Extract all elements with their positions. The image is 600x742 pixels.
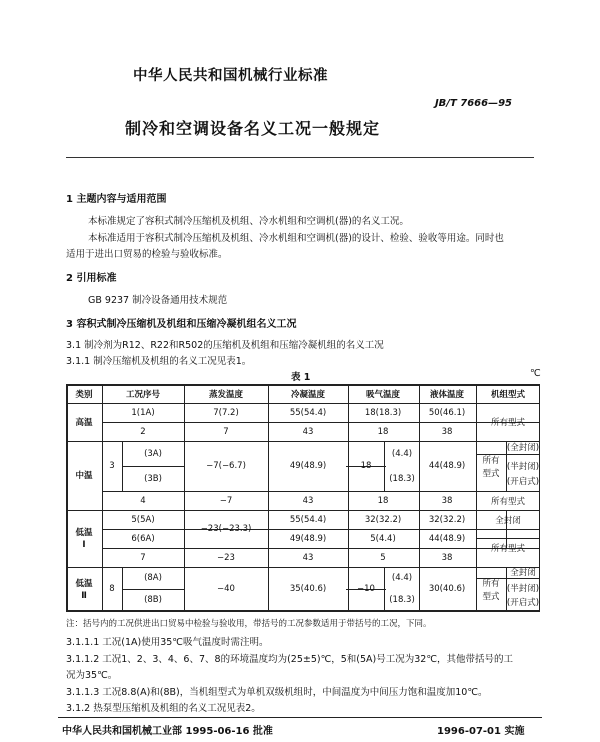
section-1-paragraph-2-cont: 适用于进出口贸易的检验与验收标准。 (66, 249, 228, 260)
approval-line: 中华人民共和国机械工业部 1995-06-16 批准 (62, 726, 273, 737)
cell: 所有型式 (490, 418, 526, 428)
clause-3-1-1-3: 3.1.1.3 工况8.8(A)和(8B)，当机组型式为单机双级机组时，中间温度为中间压力饱和温度加10℃。 (66, 687, 488, 698)
standard-code: JB/T 7666—95 (434, 98, 512, 109)
table-note: 注：括号内的工况供进出口贸易中检验与验收用，带括号的工况参数适用于带括号的工况，下同。 (66, 619, 432, 629)
cell: 44(48.9) (428, 534, 466, 544)
cell: 38 (441, 553, 453, 563)
section-1-paragraph-2: 本标准适用于容积式制冷压缩机及机组、冷水机组和空调机(器)的设计、检验、验收等用途。同时也 (88, 233, 504, 244)
header-condensing-temp: 冷凝温度 (290, 390, 326, 400)
cell: 30(40.6) (428, 584, 466, 594)
clause-3-1: 3.1 制冷剂为R12、R22和R502的压缩机及机组和压缩冷凝机组的名义工况 (66, 340, 384, 351)
cell: −23(−23.3) (200, 524, 252, 534)
nominal-conditions-table (66, 384, 540, 612)
clause-3-1-1-2: 3.1.1.2 工况1、2、3、4、6、7、8的环境温度均为(25±5)℃，5和(5A)号工况为32℃，其他带括号的工 (66, 654, 513, 665)
section-2-heading: 2 引用标准 (66, 273, 117, 284)
cell: (3A) (144, 449, 162, 459)
cell: 49(48.9) (289, 461, 327, 471)
cell: 32(32.2) (364, 515, 402, 525)
cell: (开启式) (506, 598, 540, 608)
category-low-1-numeral: Ⅰ (82, 540, 86, 550)
cell: 全封闭 (495, 516, 521, 526)
cell: (开启式) (506, 477, 540, 487)
cell: 55(54.4) (289, 408, 327, 418)
category-low-1: 低温 (75, 528, 93, 538)
cell: 5(4.4) (370, 534, 396, 544)
header-unit-type: 机组型式 (490, 390, 526, 400)
cell: 型式 (482, 469, 500, 479)
cell: 型式 (482, 592, 500, 602)
category-medium: 中温 (75, 471, 93, 481)
cell: 32(32.2) (428, 515, 466, 525)
header-category: 类别 (75, 390, 93, 400)
cell: (半封闭) (506, 462, 540, 472)
cell: 7 (223, 427, 229, 437)
implementation-date: 1996-07-01 实施 (437, 726, 525, 737)
cell: 7(7.2) (213, 408, 239, 418)
cell: (8A) (144, 573, 162, 583)
cell: 所有 (482, 456, 500, 466)
cell: 8 (109, 584, 115, 594)
cell: −40 (217, 584, 235, 594)
clause-3-1-1-2-cont: 况为35℃。 (66, 670, 118, 681)
category-low-2: 低温 (75, 579, 93, 589)
cell: 全封闭 (510, 568, 536, 578)
header-condition-no: 工况序号 (125, 390, 161, 400)
cell: 18 (360, 461, 372, 471)
standard-org-title: 中华人民共和国机械行业标准 (133, 68, 328, 84)
document-title: 制冷和空调设备名义工况一般规定 (125, 119, 381, 138)
cell: 38 (441, 496, 453, 506)
header-evaporating-temp: 蒸发温度 (208, 390, 244, 400)
cell: 35(40.6) (289, 584, 327, 594)
clause-3-1-1-1: 3.1.1.1 工况(1A)使用35℃吸气温度时需注明。 (66, 637, 269, 648)
cell: −7 (219, 496, 233, 506)
cell: 44(48.9) (428, 461, 466, 471)
footer-rule (58, 717, 542, 718)
cell: 6(6A) (131, 534, 155, 544)
cell: (4.4) (391, 573, 413, 583)
cell: 5 (380, 553, 386, 563)
table-caption: 表 1 (291, 372, 311, 383)
cell: 所有型式 (490, 544, 526, 554)
cell: (3B) (144, 474, 162, 484)
cell: (18.3) (389, 474, 415, 484)
category-low-2-numeral: Ⅱ (81, 591, 87, 601)
cell: 43 (302, 553, 314, 563)
cell: (4.4) (391, 449, 413, 459)
cell: −10 (357, 584, 375, 594)
cell: 43 (302, 427, 314, 437)
header-rule (66, 157, 534, 158)
cell: −23 (217, 553, 235, 563)
cell: 所有 (482, 579, 500, 589)
cell: 18(18.3) (364, 408, 402, 418)
clause-3-1-2: 3.1.2 热泵型压缩机及机组的名义工况见表2。 (66, 703, 261, 714)
cell: 2 (140, 427, 146, 437)
section-2-reference: GB 9237 制冷设备通用技术规范 (88, 295, 228, 306)
cell: (18.3) (389, 595, 415, 605)
cell: 1(1A) (131, 408, 155, 418)
header-liquid-temp: 液体温度 (429, 390, 465, 400)
header-suction-temp: 吸气温度 (365, 390, 401, 400)
cell: (半封闭) (506, 584, 540, 594)
cell: 18 (377, 496, 389, 506)
cell: 43 (302, 496, 314, 506)
cell: (全封闭) (506, 443, 540, 453)
section-1-paragraph-1: 本标准规定了容积式制冷压缩机及机组、冷水机组和空调机(器)的名义工况。 (88, 216, 409, 227)
cell: 50(46.1) (428, 408, 466, 418)
cell: 49(48.9) (289, 534, 327, 544)
cell: 18 (377, 427, 389, 437)
cell: −7(−6.7) (206, 461, 246, 471)
cell: 38 (441, 427, 453, 437)
section-1-heading: 1 主题内容与适用范围 (66, 194, 167, 205)
cell: 5(5A) (131, 515, 155, 525)
section-3-heading: 3 容积式制冷压缩机及机组和压缩冷凝机组名义工况 (66, 319, 297, 330)
category-high: 高温 (75, 418, 93, 428)
cell: 3 (109, 461, 115, 471)
cell: 所有型式 (490, 497, 526, 507)
cell: 55(54.4) (289, 515, 327, 525)
clause-3-1-1: 3.1.1 制冷压缩机及机组的名义工况见表1。 (66, 356, 252, 367)
cell: 4 (140, 496, 146, 506)
cell: (8B) (144, 595, 162, 605)
cell: 7 (140, 553, 146, 563)
table-unit: ℃ (530, 368, 541, 379)
